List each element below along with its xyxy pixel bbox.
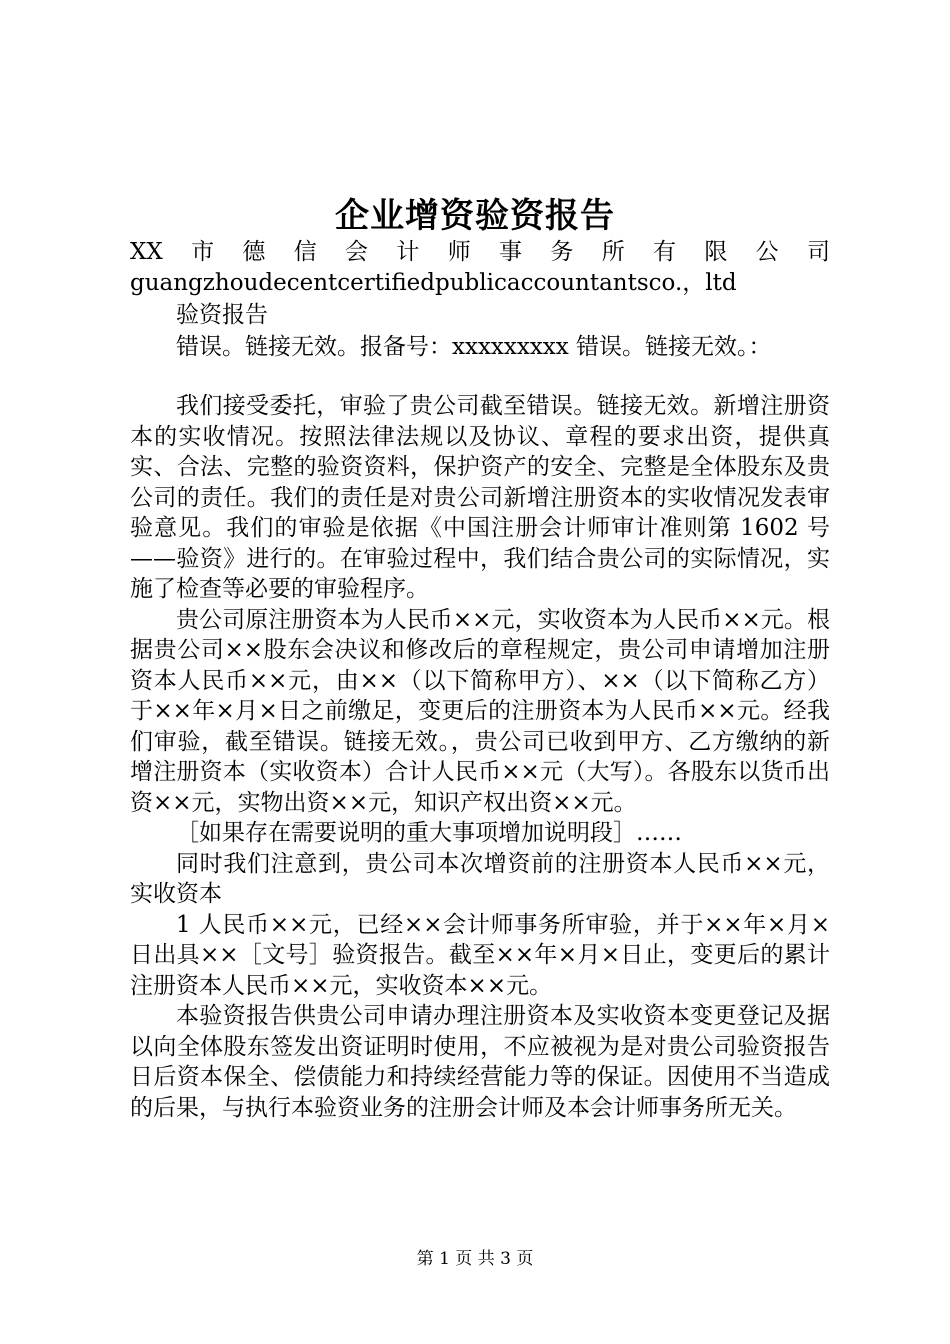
page-footer: 第 1 页 共 3 页: [416, 1249, 534, 1269]
blank-spacer: [130, 363, 830, 391]
paragraph-capital: 贵公司原注册资本为人民币××元，实收资本为人民币××元。根据贵公司××股东会决议和修改后的章程规定，贵公司申请增加注册资本人民币××元，由××（以下简称甲方）、××（以下简称乙方）于××年×月×日之前缴足，变更后的注册资本为人民币××元。经我们审验，截至错误。链接无效。，贵公司已收到甲方、乙方缴纳的新增注册资本（实收资本）合计人民币××元（大写）。各股东以货币出资××元，实物出资××元，知识产权出资××元。: [130, 606, 830, 816]
paragraph-prior-audit: 1 人民币××元，已经××会计师事务所审验，并于××年×月×日出具××［文号］验资报告。截至××年×月×日止，变更后的累计注册资本人民币××元，实收资本××元。: [130, 911, 830, 999]
document-body: [130, 299, 830, 1123]
paragraph-attention: 同时我们注意到，贵公司本次增资前的注册资本人民币××元，实收资本: [130, 850, 830, 907]
company-name-cn: XX 市 德 信 会 计 师 事 务 所 有 限 公 司: [130, 239, 830, 265]
report-label: 验资报告: [176, 302, 268, 328]
company-name-en: guangzhoudecentcertifiedpublicaccountantsco.，ltd: [130, 270, 737, 296]
paragraph-commission: 我们接受委托，审验了贵公司截至错误。链接无效。新增注册资本的实收情况。按照法律法规以及协议、章程的要求出资，提供真实、合法、完整的验资资料，保护资产的安全、完整是全体股东及贵公司的责任。我们的责任是对贵公司新增注册资本的实收情况发表审验意见。我们的审验是依据《中国注册会计师审计准则第 1602 号——验资》进行的。在审验过程中，我们结合贵公司的实际情况，实施了检查等必要的审验程序。: [130, 393, 830, 602]
paragraph-note: ［如果存在需要说明的重大事项增加说明段］……: [176, 820, 682, 846]
document-title: 企业增资验资报告: [335, 196, 615, 236]
report-ref-line: 错误。链接无效。报备号：xxxxxxxxx 错误。链接无效。：: [176, 334, 772, 360]
paragraph-usage: 本验资报告供贵公司申请办理注册资本及实收资本变更登记及据以向全体股东签发出资证明时使用，不应被视为是对贵公司验资报告日后资本保全、偿债能力和持续经营能力等的保证。因使用不当造成的后果，与执行本验资业务的注册会计师及本会计师事务所无关。: [130, 1003, 830, 1121]
